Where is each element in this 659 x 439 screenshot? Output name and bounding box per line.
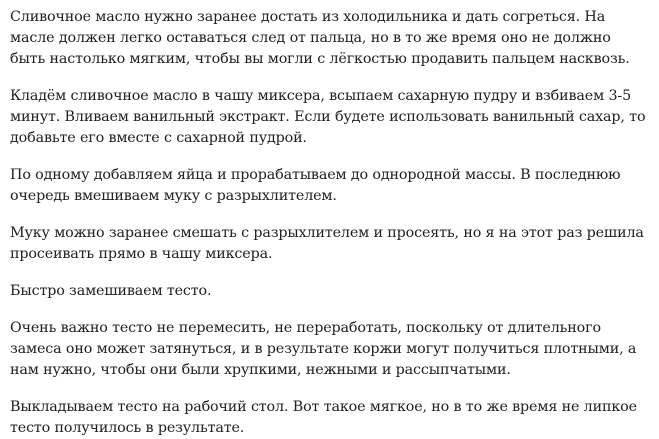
paragraph-kneading: Быстро замешиваем тесто. [10,283,212,299]
paragraph-kneading-warning: Очень важно тесто не перемесить, не переработать, поскольку от длительного замеса оно может затянуться, и в результате коржи могут получиться плотными, а нам нужно, чтобы они были хрупкими, нежными и рассыпчатыми. [10,320,637,378]
paragraph-sifting-flour: Муку можно заранее смешать с разрыхлителем и просеять, но я на этот раз решила просеивать прямо в чашу миксера. [10,225,644,262]
paragraph-whipping-butter: Кладём сливочное масло в чашу миксера, всыпаем сахарную пудру и взбиваем 3-5 минут. Вливаем ванильный экстракт. Если будете использовать ванильный сахар, то добавьте его вместе с сахарной пудрой. [10,88,646,146]
paragraph-adding-eggs: По одному добавляем яйца и прорабатываем до однородной массы. В последнюю очередь вмешиваем муку с разрыхлителем. [10,167,621,204]
paragraph-butter-softening: Сливочное масло нужно заранее достать из холодильника и дать согреться. На масле должен легко оставаться след от пальца, но в то же время оно не должно быть настолько мягким, чтобы вы могли с лёгкостью продавить пальцем насквозь. [10,9,630,67]
paragraph-dough-result: Выкладываем тесто на рабочий стол. Вот такое мягкое, но в то же время не липкое тесто получилось в результате. [10,399,637,436]
